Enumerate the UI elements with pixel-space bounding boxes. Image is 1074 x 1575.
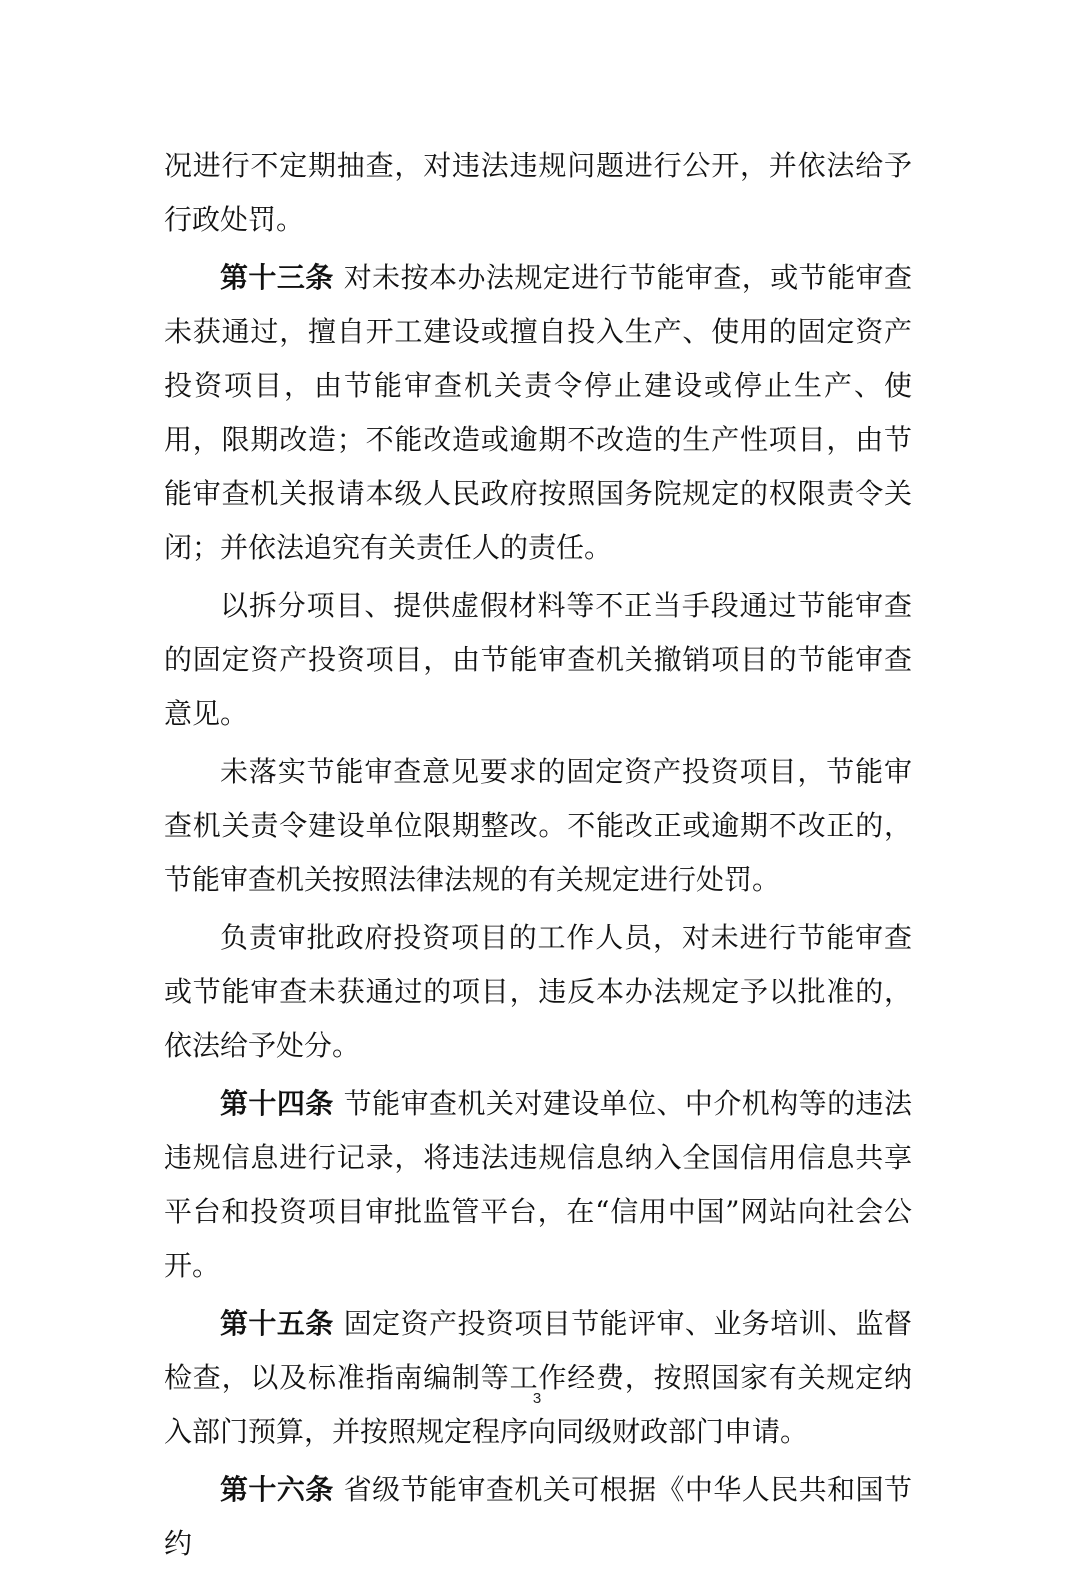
paragraph-continuation: [164, 139, 912, 247]
article-number: 第十五条: [220, 1307, 334, 1340]
paragraph-text: 固定资产投资项目节能评审、业务培训、监督检查，以及标准指南编制等工作经费，按照国家有关规定纳入部门预算，并按照规定程序向同级财政部门申请。: [164, 1307, 912, 1448]
article-number: 第十四条: [220, 1087, 334, 1120]
paragraph-text: 未落实节能审查意见要求的固定资产投资项目，节能审查机关责令建设单位限期整改。不能改正或逾期不改正的，节能审查机关按照法律法规的有关规定进行处罚。: [164, 755, 912, 896]
paragraph-article-15: [164, 1297, 912, 1459]
article-number: 第十三条: [220, 261, 334, 294]
paragraph-text: 负责审批政府投资项目的工作人员，对未进行节能审查或节能审查未获通过的项目，违反本办法规定予以批准的，依法给予处分。: [164, 921, 912, 1062]
article-number: 第十六条: [220, 1473, 334, 1506]
paragraph-rectification: [164, 745, 912, 907]
paragraph-text: 以拆分项目、提供虚假材料等不正当手段通过节能审查的固定资产投资项目，由节能审查机关撤销项目的节能审查意见。: [164, 589, 912, 730]
document-body: [164, 139, 912, 1575]
paragraph-text: 节能审查机关对建设单位、中介机构等的违法违规信息进行记录，将违法违规信息纳入全国信用信息共享平台和投资项目审批监管平台，在“信用中国”网站向社会公开。: [164, 1087, 912, 1282]
paragraph-text: 对未按本办法规定进行节能审查，或节能审查未获通过，擅自开工建设或擅自投入生产、使用的固定资产投资项目，由节能审查机关责令停止建设或停止生产、使用，限期改造；不能改造或逾期不改造的生产性项目，由节能审查机关报请本级人民政府按照国务院规定的权限责令关闭；并依法追究有关责任人的责任。: [164, 261, 912, 564]
paragraph-article-16: [164, 1463, 912, 1571]
paragraph-staff-discipline: [164, 911, 912, 1073]
page-number: 3: [532, 1390, 542, 1407]
paragraph-text: 省级节能审查机关可根据《中华人民共和国节约: [164, 1473, 912, 1560]
paragraph-article-13: [164, 251, 912, 575]
paragraph-article-14: [164, 1077, 912, 1293]
paragraph-text: 况进行不定期抽查，对违法违规问题进行公开，并依法给予行政处罚。: [164, 149, 912, 236]
paragraph-split-projects: [164, 579, 912, 741]
